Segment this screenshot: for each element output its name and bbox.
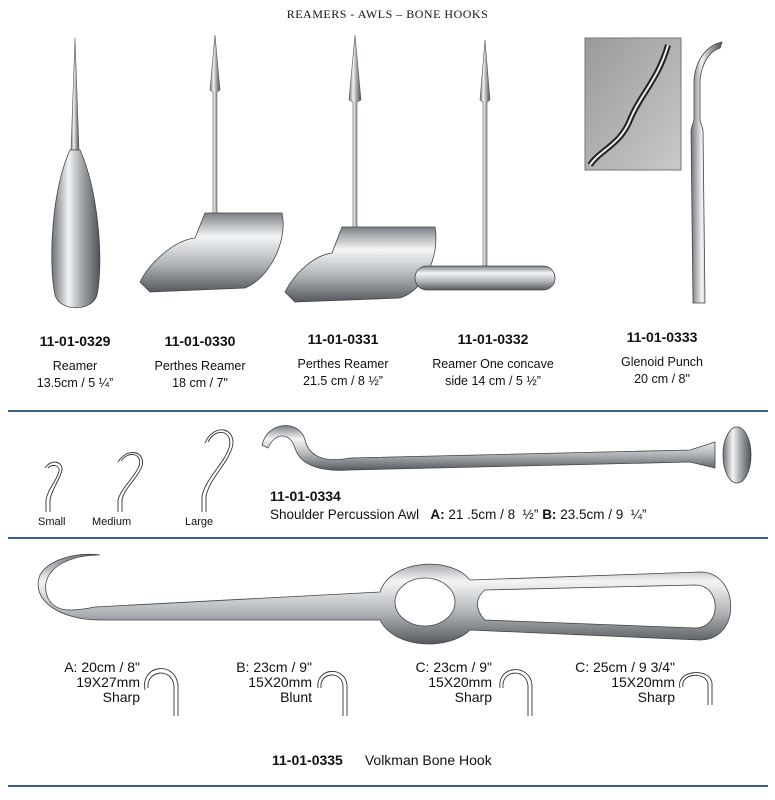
product-size: 18 cm / 7" xyxy=(172,376,228,390)
variant-dims: 19X27mm xyxy=(76,674,140,690)
product-code: 11-01-0332 xyxy=(457,331,529,347)
variant-b-label: B: xyxy=(542,507,557,522)
product-code: 11-01-0330 xyxy=(164,333,236,349)
variant-a-label: A: xyxy=(430,507,445,522)
variant-b-size: 23.5cm / 9 ¼” xyxy=(560,507,647,522)
size-label-small: Small xyxy=(38,516,66,528)
variant-dims: 15X20mm xyxy=(428,674,492,690)
variant-tip: Sharp xyxy=(102,689,140,705)
product-name: Reamer xyxy=(52,359,98,373)
product-desc xyxy=(582,354,742,388)
product-size: side 14 cm / 5 ½” xyxy=(445,374,541,388)
size-label-large: Large xyxy=(185,516,214,528)
variant-size: A: 20cm / 8" xyxy=(64,659,140,675)
variant-tip: Blunt xyxy=(280,689,312,705)
variant-a-size: 21 .5cm / 8 ½” xyxy=(448,507,539,522)
product-desc xyxy=(120,358,280,392)
product-name: Perthes Reamer xyxy=(297,357,389,371)
shoulder-percussion-awl-illustration xyxy=(262,426,751,483)
product-name: Volkman Bone Hook xyxy=(364,752,492,768)
product-desc xyxy=(413,356,573,390)
variant-tip: Sharp xyxy=(454,689,492,705)
variant-dims: 15X20mm xyxy=(611,674,675,690)
hook-variant-c-long xyxy=(540,660,675,705)
page-title: REAMERS - AWLS – BONE HOOKS xyxy=(286,7,489,21)
hook-caption xyxy=(272,752,492,768)
product-name: Reamer One concave xyxy=(432,357,554,371)
variant-tip: Sharp xyxy=(637,689,675,705)
product-size: 13.5cm / 5 ¼” xyxy=(36,376,114,390)
glenoid-punch-illustration xyxy=(585,38,722,303)
section-divider xyxy=(8,537,768,539)
product-name: Shoulder Percussion Awl xyxy=(270,507,420,522)
volkman-bone-hook-illustration xyxy=(38,554,731,644)
awl-description xyxy=(270,507,647,522)
product-code: 11-01-0329 xyxy=(39,333,111,349)
reamer-illustration xyxy=(52,38,100,308)
product-code: 11-01-0333 xyxy=(626,329,698,345)
size-label-medium: Medium xyxy=(92,516,132,528)
t-handle-reamer-illustration xyxy=(415,40,555,290)
variant-dims: 15X20mm xyxy=(248,674,312,690)
product-size: 20 cm / 8" xyxy=(634,372,690,386)
perthes-reamer-18-illustration xyxy=(140,35,283,292)
product-size: 21.5 cm / 8 ½” xyxy=(303,374,383,388)
variant-size: C: 25cm / 9 3/4" xyxy=(575,659,675,675)
product-code: 11-01-0335 xyxy=(272,752,343,768)
product-code: 11-01-0331 xyxy=(307,331,379,347)
variant-size: C: 23cm / 9" xyxy=(415,659,492,675)
product-code: 11-01-0334 xyxy=(270,488,341,504)
product-name: Perthes Reamer xyxy=(154,359,246,373)
section-divider xyxy=(8,410,768,412)
hook-variant-a xyxy=(40,660,140,705)
perthes-reamer-21-illustration xyxy=(285,35,436,302)
product-name: Glenoid Punch xyxy=(620,355,703,369)
awl-tip-sizes xyxy=(45,430,233,512)
product-desc xyxy=(263,356,423,390)
hook-variant-b xyxy=(200,660,312,705)
variant-size: B: 23cm / 9" xyxy=(236,659,312,675)
hook-variant-c xyxy=(380,660,492,705)
section-divider xyxy=(8,785,768,787)
